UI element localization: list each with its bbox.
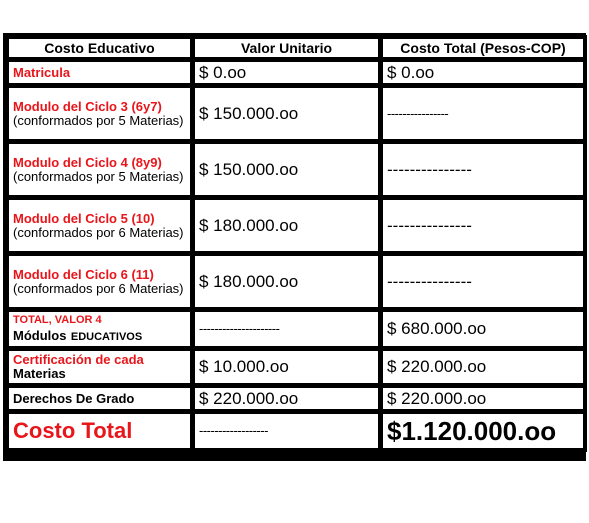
row-total-value: $ 0.oo	[382, 61, 584, 84]
table-row	[8, 143, 584, 196]
row-unit-value: ------------------	[194, 413, 379, 449]
row-label	[8, 255, 191, 308]
row-label	[8, 311, 191, 347]
row-unit-value: $ 180.000.oo	[194, 199, 379, 252]
row-total-value: ---------------	[382, 255, 584, 308]
row-title: Matricula	[13, 64, 71, 80]
row-label	[8, 413, 191, 449]
table-row	[8, 255, 584, 308]
row-unit-value: $ 150.000.oo	[194, 143, 379, 196]
row-total-value: ----------------	[382, 87, 584, 140]
table-row-graduation	[8, 387, 584, 410]
header-row	[8, 38, 584, 58]
table-row-total-modules	[8, 311, 584, 347]
row-label	[8, 143, 191, 196]
row-unit-value: $ 220.000.oo	[194, 387, 379, 410]
row-title: Modulo del Ciclo 4 (8y9)	[13, 154, 162, 170]
table-row	[8, 61, 584, 84]
row-unit-value: $ 0.oo	[194, 61, 379, 84]
row-subtitle: (conformados por 6 Materias)	[13, 224, 184, 240]
header-unit-value: Valor Unitario	[194, 38, 379, 58]
row-unit-value: $ 180.000.oo	[194, 255, 379, 308]
row-total-value: ---------------	[382, 199, 584, 252]
row-title: Certificación de cada	[13, 352, 144, 367]
row-label	[8, 61, 191, 84]
row-total-value: $ 220.000.oo	[382, 350, 584, 384]
row-title: TOTAL, VALOR 4	[13, 313, 102, 326]
row-title: Modulo del Ciclo 6 (11)	[13, 266, 154, 282]
cost-table-frame	[3, 33, 586, 461]
grand-total-title: Costo Total	[13, 418, 133, 443]
row-label	[8, 387, 191, 410]
row-unit-value: $ 10.000.oo	[194, 350, 379, 384]
row-total-value	[382, 413, 584, 449]
table-row-certification	[8, 350, 584, 384]
row-total-value: $ 680.000.oo	[382, 311, 584, 347]
row-subtitle: Materias	[13, 366, 66, 381]
row-label	[8, 350, 191, 384]
table-row	[8, 87, 584, 140]
table-row-grand-total	[8, 413, 584, 449]
row-label	[8, 199, 191, 252]
header-concept: Costo Educativo	[8, 38, 191, 58]
header-total-cost: Costo Total (Pesos-COP)	[382, 38, 584, 58]
row-label	[8, 87, 191, 140]
row-subtitle: Módulos EDUCATIVOS	[13, 327, 143, 343]
row-total-value: $ 220.000.oo	[382, 387, 584, 410]
cost-table	[5, 35, 587, 452]
table-row	[8, 199, 584, 252]
row-subtitle: (conformados por 5 Materias)	[13, 168, 184, 184]
row-title: Modulo del Ciclo 5 (10)	[13, 210, 155, 226]
row-unit-value: $ 150.000.oo	[194, 87, 379, 140]
row-total-value: ---------------	[382, 143, 584, 196]
row-title: Derechos De Grado	[13, 390, 135, 406]
row-unit-value: ---------------------	[194, 311, 379, 347]
row-subtitle: (conformados por 6 Materias)	[13, 280, 184, 296]
row-subtitle: (conformados por 5 Materias)	[13, 112, 184, 128]
row-title: Modulo del Ciclo 3 (6y7)	[13, 98, 162, 114]
grand-total-value: $1.120.000.oo	[387, 415, 557, 446]
